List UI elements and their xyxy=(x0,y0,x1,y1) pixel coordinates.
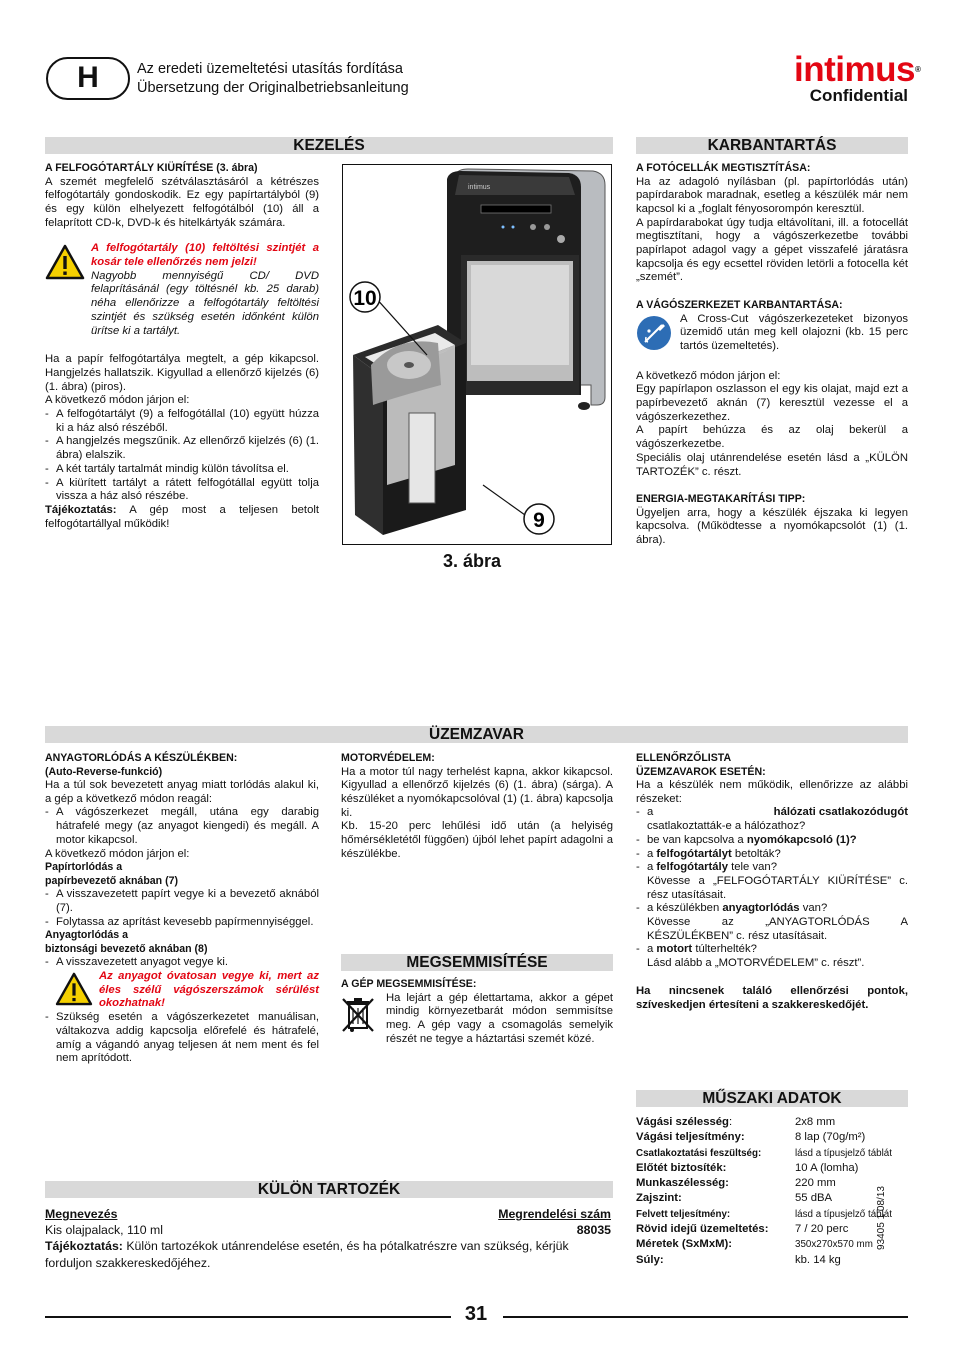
list-item: - a hálózati csatlakozódugót csatlakoztatták-e a hálózathoz? xyxy=(636,806,908,833)
list-item: - A kiürített tartályt a rátett felfogótállal együtt tolja vissza a ház alsó részébe. xyxy=(45,476,319,503)
brand-name: intimus® xyxy=(794,50,921,89)
jam-warning xyxy=(45,970,319,1011)
spec-row: Munkaszélesség: 220 mm xyxy=(636,1177,836,1190)
karbantartas-column xyxy=(636,162,908,548)
uzemzavar-col-1 xyxy=(45,752,319,1066)
karbantartas-p8: Ügyeljen arra, hogy a készülék éjszaka ki legyen kapcsolva. (Működtesse a nyomókapcsolót (1) (1. ábra). xyxy=(636,506,908,547)
kezeles-column xyxy=(45,162,319,531)
kezeles-note: Tájékoztatás: A gép most a teljesen betolt felfogótartállyal működik! xyxy=(45,503,319,530)
accessory-item-order: 88035 xyxy=(576,1223,611,1237)
footer-rule-right xyxy=(503,1316,908,1318)
warning-icon xyxy=(45,242,91,338)
warning-icon xyxy=(45,970,99,1011)
list-item: - Szükség esetén a vágószerkezetet manuálisan, váltakozva addig kapcsolja előrefelé és hátrafelé, amíg a vágandó anyag teljesen át nem ment és fel nem aprítódott. xyxy=(45,1011,319,1065)
spec-row: Vágási szélesség: 2x8 mm xyxy=(636,1116,836,1128)
kezeles-subheading: A FELFOGÓTARTÁLY KIÜRÍTÉSE (3. ábra) xyxy=(45,162,258,174)
jam-subheading: (Auto-Reverse-funkció) xyxy=(45,765,163,778)
safety-jam-heading-2: biztonsági bevezető aknában (8) xyxy=(45,942,208,955)
header-line-2: Übersetzung der Originalbetriebsanleitung xyxy=(137,80,409,96)
spec-row: Csatlakoztatási feszültség: lásd a típusjelző táblát xyxy=(636,1147,892,1159)
section-title-karbantartas: KARBANTARTÁS xyxy=(636,137,908,154)
header-text xyxy=(137,60,409,98)
checklist-intro: Ha a készülék nem működik, ellenőrizze az alábbi részeket: xyxy=(636,779,908,805)
motor-p2: Kb. 15-20 perc lehűlési idő után (a helyiség hőmérsékletétől függően) újból lehet papírt adagolni a készülékbe. xyxy=(341,820,613,860)
spec-row: Súly: kb. 14 kg xyxy=(636,1253,841,1266)
spec-row: Rövid idejű üzemeltetés: 7 / 20 perc xyxy=(636,1223,849,1236)
jam-warning-red: Az anyagot óvatosan vegye ki, mert az éles szélű vágószerszámok sérülést okozhatnak! xyxy=(99,970,319,1010)
spec-table xyxy=(636,1115,908,1268)
karbantartas-subheading-3: ENERGIA-MEGTAKARÍTÁSI TIPP: xyxy=(636,493,806,506)
karbantartas-p5: Egy papírlapon oszlasson el egy kis olajat, majd ezt a papírbevezető aknán (7) keresztül vezesse el a vágószerkezethez. xyxy=(636,383,908,423)
spec-row: Előtét biztosíték: 10 A (lomha) xyxy=(636,1161,859,1174)
jam-heading: ANYAGTORLÓDÁS A KÉSZÜLÉKBEN: xyxy=(45,752,238,764)
karbantartas-p6: A papírt behúzza és az olaj bekerül a vágószerkezetbe. xyxy=(636,424,908,451)
list-item: - A vágószerkezet megáll, utána egy darabig hátrafelé megy (az anyagot kiengedi) és megáll. A motor kikapcsol. xyxy=(45,806,319,846)
checklist-heading: ELLENŐRZŐLISTA xyxy=(636,752,732,764)
karbantartas-p2: A papírdarabokat úgy tudja eltávolítani, ill. a fotocellát megtisztítani, hogy a vágószerkezetbe további papírlapot adagol vagy a gépet visszafelé járatásra kapcsolja és egy ecsettel röviden letörli a fotocella két „szemét”. xyxy=(636,216,908,284)
karbantartas-p1: Ha az adagoló nyílásban (pl. papírtorlódás után) papírdarabok maradnak, esetleg a készülék már nem kapcsol ki a „foglalt fényosorompón keresztül. xyxy=(636,175,908,215)
brand-sub: Confidential xyxy=(809,86,908,105)
accessory-table xyxy=(45,1206,611,1272)
oil-icon xyxy=(636,313,680,356)
spec-row: Méretek (SxMxM): 350x270x570 mm xyxy=(636,1238,873,1251)
jam-steps-intro: A következő módon járjon el: xyxy=(45,847,190,860)
section-title-muszaki: MŰSZAKI ADATOK xyxy=(636,1090,908,1107)
karbantartas-p4: A következő módon járjon el: xyxy=(636,369,781,382)
kezeles-steps-intro: A következő módon járjon el: xyxy=(45,394,190,407)
list-item: - A hangjelzés megszűnik. Az ellenőrző kijelzés (6) (1. ábra) elalszik. xyxy=(45,435,319,462)
brand-logo xyxy=(794,50,921,105)
list-item: - be van kapcsolva a nyomókapcsoló (1)? xyxy=(636,833,857,846)
list-item: - A visszavezetett anyagot vegye ki. xyxy=(45,956,229,969)
accessory-col-name: Megnevezés xyxy=(45,1207,118,1221)
section-title-kezeles: KEZELÉS xyxy=(45,137,613,154)
safety-jam-heading: Anyagtorlódás a xyxy=(45,929,129,942)
list-item: - A felfogótartályt (9) a felfogótállal (10) együtt húzza ki a ház alsó részéből. xyxy=(45,408,319,434)
paper-jam-heading: Papírtorlódás a xyxy=(45,861,123,874)
language-letter: H xyxy=(77,61,99,94)
spec-row: Vágási teljesítmény: 8 lap (70g/m²) xyxy=(636,1131,866,1144)
footer-rule-left xyxy=(45,1316,451,1318)
karbantartas-p7: Speciális olaj utánrendelése esetén lásd a „KÜLÖN TARTOZÉK” c. részt. xyxy=(636,451,908,478)
callout-9: 9 xyxy=(533,509,545,532)
kezeles-warning-text: Nagyobb mennyiségű CD/ DVD felaprításánál (egy töltésnél kb. 25 darab) néha ellenőrizze a felfogótartály feltöltési szintjét és szükség esetén időnként külön ürítse ki a tartályt. xyxy=(91,269,319,337)
figure-shredder xyxy=(342,164,612,545)
karbantartas-subheading-2: A VÁGÓSZERKEZET KARBANTARTÁSA: xyxy=(636,299,843,312)
paper-jam-heading-2: papírbevezető aknában (7) xyxy=(45,874,179,887)
section-title-kulon: KÜLÖN TARTOZÉK xyxy=(45,1181,613,1198)
weee-bin-icon xyxy=(341,992,386,1047)
kezeles-intro: A szemét megfelelő szétválasztásáról a kétrészes felfogótartály gondoskodik. Ez egy papírtartályból (9) és egy külön elhelyezett felfogótálból (10) áll a felaprított CD-k, DVD-k és hitelkártyák számára. xyxy=(45,175,319,229)
shredder-illustration xyxy=(343,165,611,544)
kezeles-paragraph-full: Ha a papír felfogótartálya megtelt, a gép kikapcsol. Hangjelzés hallatszik. Kigyullad a ellenőrző kijelzés (6) (1. ábra) (piros). xyxy=(45,353,319,393)
list-item: - a felfogótartályt betolták? xyxy=(636,847,781,860)
list-item: - a felfogótartály tele van? Kövesse a „FELFOGÓTARTÁLY KIÜRÍTÉSE” c. rész utasításait. xyxy=(636,861,908,901)
header-line-1: Az eredeti üzemeltetési utasítás fordítása xyxy=(137,61,403,77)
accessory-item-name: Kis olajpalack, 110 ml xyxy=(45,1223,164,1237)
kezeles-warning-red: A felfogótartály (10) feltöltési szintjét a kosár tele ellenőrzés nem jelzi! xyxy=(91,242,319,269)
karbantartas-p3: A Cross-Cut vágószerkezeteket bizonyos üzemidő után meg kell olajozni (kb. 15 perc tartós üzemeltetés). xyxy=(680,312,908,353)
motor-p1: Ha a motor túl nagy terhelést kapna, akkor kikapcsol. Kigyullad a ellenőrző kijelzés (6) (1. ábra) (sárga). A készüléket a nyomókapcsolóval (1) (1. ábra) kapcsolja ki. xyxy=(341,765,613,819)
document-code: 93405 1 08/13 xyxy=(876,1186,887,1250)
disposal-text: Ha lejárt a gép élettartama, akkor a gépet mindig környezetbarát módon semmisítse meg. A gép vagy a csomagolás semelyik részét ne tegye a háztartási szemét közé. xyxy=(386,991,613,1045)
karbantartas-subheading-1: A FOTÓCELLÁK MEGTISZTÍTÁSA: xyxy=(636,162,811,174)
motor-heading: MOTORVÉDELEM: xyxy=(341,752,435,764)
spec-row: Zajszint: 55 dBA xyxy=(636,1192,833,1205)
callout-10: 10 xyxy=(353,287,377,310)
brand-reg: ® xyxy=(914,65,921,74)
jam-intro: Ha a túl sok bevezetett anyag miatt torlódás alakul ki, a gép a következő módon reagál: xyxy=(45,779,319,805)
section-title-megsemmisites: MEGSEMMISÍTÉSE xyxy=(341,954,613,971)
disposal-heading: A GÉP MEGSEMMISÍTÉSE: xyxy=(341,978,477,990)
list-item: - A visszavezetett papírt vegye ki a bevezető aknából (7). xyxy=(45,888,319,914)
accessory-note: Tájékoztatás: Külön tartozékok utánrendelése esetén, és ha pótalkatrészre van szükség, kérjük forduljon szakkereskedőjéhez. xyxy=(45,1239,569,1270)
language-badge xyxy=(46,57,130,100)
page-number: 31 xyxy=(464,1303,488,1325)
machine-brand: intimus xyxy=(468,184,491,191)
megsemmisites-column xyxy=(341,978,613,1046)
uzemzavar-col-2 xyxy=(341,752,613,861)
list-item: - a készülékben anyagtorlódás van? Kövesse az „ANYAGTORLÓDÁS A KÉSZÜLÉKBEN” c. rész utasításait. xyxy=(636,902,908,942)
section-title-uzemzavar: ÜZEMZAVAR xyxy=(45,726,908,743)
list-item: - Folytassa az aprítást kevesebb papírmennyiséggel. xyxy=(45,915,314,928)
spec-row: Felvett teljesítmény: lásd a típusjelző táblát xyxy=(636,1208,892,1220)
kezeles-warning xyxy=(45,242,319,338)
list-item: - a motort túlterhelték? Lásd alább a „MOTORVÉDELEM” c. részt”. xyxy=(636,943,865,970)
accessory-col-order: Megrendelési szám xyxy=(498,1207,611,1221)
checklist-final: Ha nincsenek találó ellenőrzési pontok, szíveskedjen értesíteni a szakkereskedőjét. xyxy=(636,984,908,1011)
uzemzavar-col-3 xyxy=(636,752,908,1012)
list-item: - A két tartály tartalmát mindig külön távolítsa el. xyxy=(45,462,289,475)
checklist-heading-2: ÜZEMZAVAROK ESETÉN: xyxy=(636,765,766,778)
figure-caption: 3. ábra xyxy=(443,551,502,571)
